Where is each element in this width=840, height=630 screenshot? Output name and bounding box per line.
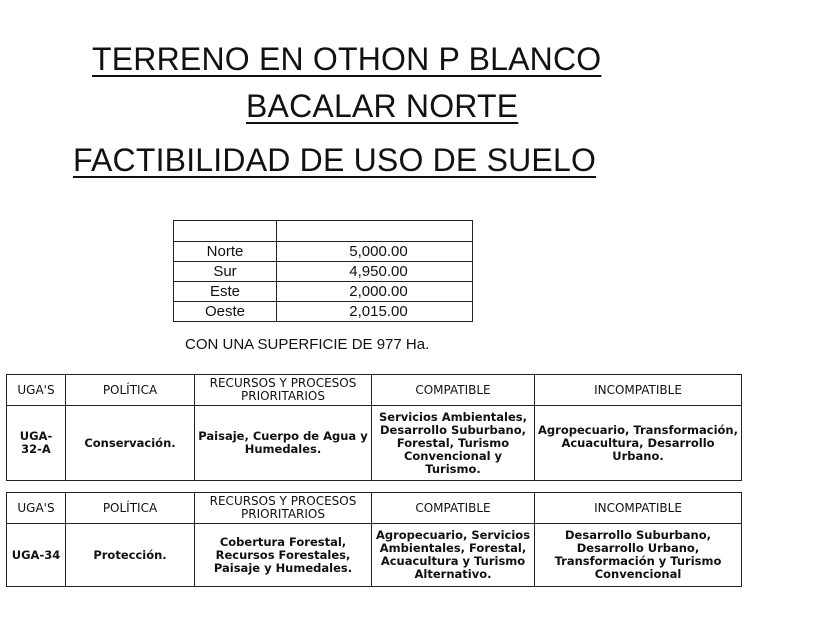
dimension-direction: Este: [174, 282, 277, 302]
uga-recursos: Paisaje, Cuerpo de Agua y Humedales.: [195, 406, 372, 481]
dimensions-header-row: [174, 221, 473, 242]
dimensions-row: [174, 302, 473, 322]
header-recursos: RECURSOS Y PROCESOS PRIORITARIOS: [195, 493, 372, 524]
uga-politica: Conservación.: [66, 406, 195, 481]
dimension-value: 4,950.00: [277, 262, 473, 282]
uga-politica: Protección.: [66, 524, 195, 587]
uga-header-row: [7, 375, 742, 406]
superficie-text: CON UNA SUPERFICIE DE 977 Ha.: [185, 336, 430, 353]
header-politica: POLÍTICA: [66, 493, 195, 524]
header-compatible: COMPATIBLE: [372, 493, 535, 524]
dimension-direction: Oeste: [174, 302, 277, 322]
header-ugas: UGA'S: [7, 375, 66, 406]
dimensions-header-cell: [277, 221, 473, 242]
header-incompatible: INCOMPATIBLE: [535, 493, 742, 524]
title-line-3: FACTIBILIDAD DE USO DE SUELO: [73, 142, 597, 178]
uga-id: UGA-34: [7, 524, 66, 587]
dimension-value: 2,015.00: [277, 302, 473, 322]
dimensions-table: [173, 220, 473, 322]
uga-incompatible: Agropecuario, Transformación, Acuacultura, Desarrollo Urbano.: [535, 406, 742, 481]
title-line-2: BACALAR NORTE: [246, 88, 519, 124]
uga-data-row: [7, 406, 742, 481]
uga-table: [6, 374, 742, 481]
header-recursos: RECURSOS Y PROCESOS PRIORITARIOS: [195, 375, 372, 406]
uga-id: UGA-32-A: [7, 406, 66, 481]
title-line-1: TERRENO EN OTHON P BLANCO: [92, 41, 602, 77]
uga-compatible: Servicios Ambientales, Desarrollo Suburbano, Forestal, Turismo Convencional y Turismo.: [372, 406, 535, 481]
dimensions-row: [174, 262, 473, 282]
dimensions-row: [174, 282, 473, 302]
dimension-direction: Sur: [174, 262, 277, 282]
uga-data-row: [7, 524, 742, 587]
dimensions-header-cell: [174, 221, 277, 242]
uga-incompatible: Desarrollo Suburbano, Desarrollo Urbano, Transformación y Turismo Convencional: [535, 524, 742, 587]
dimension-value: 5,000.00: [277, 242, 473, 262]
header-ugas: UGA'S: [7, 493, 66, 524]
uga-compatible: Agropecuario, Servicios Ambientales, Forestal, Acuacultura y Turismo Alternativo.: [372, 524, 535, 587]
dimension-value: 2,000.00: [277, 282, 473, 302]
dimension-direction: Norte: [174, 242, 277, 262]
uga-table: [6, 492, 742, 587]
header-politica: POLÍTICA: [66, 375, 195, 406]
uga-recursos: Cobertura Forestal, Recursos Forestales, Paisaje y Humedales.: [195, 524, 372, 587]
header-compatible: COMPATIBLE: [372, 375, 535, 406]
dimensions-row: [174, 242, 473, 262]
uga-header-row: [7, 493, 742, 524]
header-incompatible: INCOMPATIBLE: [535, 375, 742, 406]
